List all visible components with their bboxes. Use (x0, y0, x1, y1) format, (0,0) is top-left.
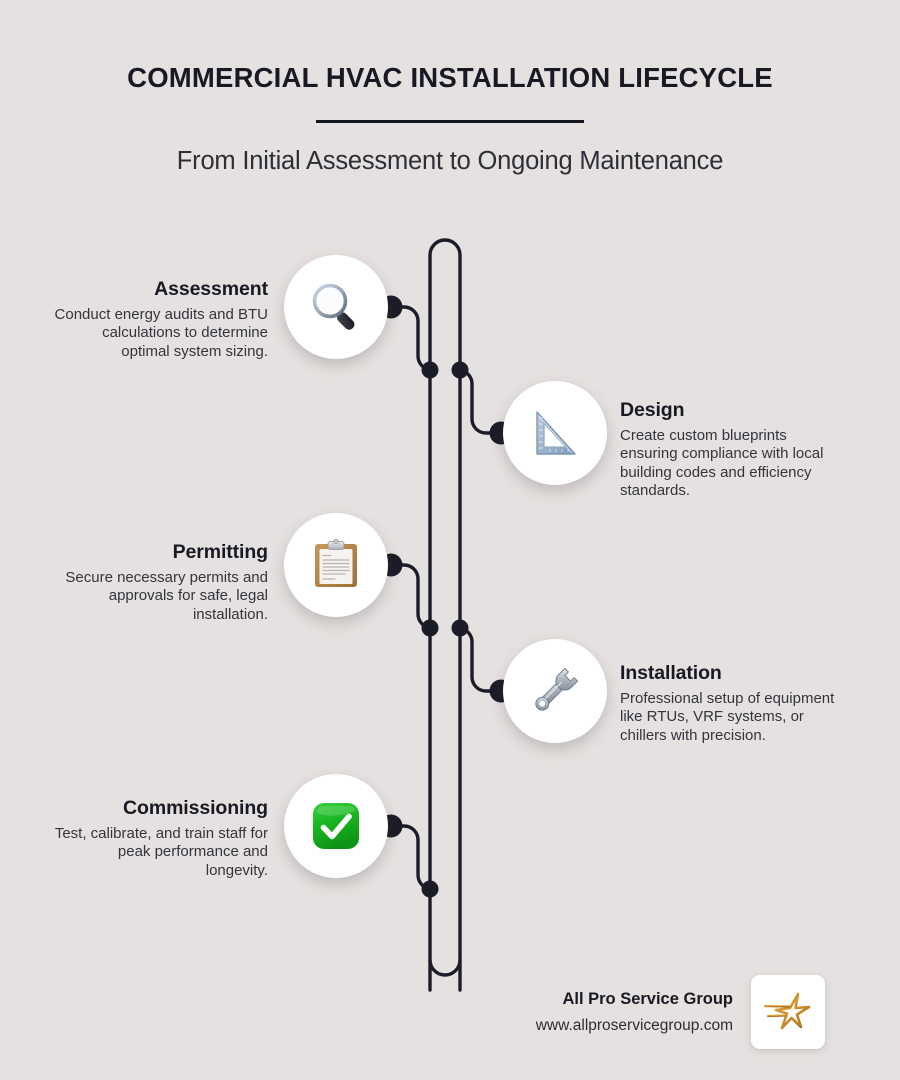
branch-permitting (392, 565, 432, 628)
step-desc-commissioning: Test, calibrate, and train staff for peak performance and longevity. (54, 825, 268, 879)
spine-rail-top-cap (430, 240, 460, 990)
step-text-commissioning (53, 797, 268, 880)
shooting-star-logo (760, 984, 816, 1040)
header (0, 62, 900, 176)
rail-dot-left-1 (422, 362, 439, 379)
brand-logo (751, 975, 825, 1049)
spine-rail-bottom-cap (430, 960, 460, 975)
page-subtitle: From Initial Assessment to Ongoing Maintenance (176, 147, 724, 175)
step-title-design: Design (620, 399, 685, 421)
step-node-installation[interactable] (503, 639, 607, 743)
step-text-assessment (53, 278, 268, 361)
step-text-design (620, 399, 835, 500)
step-desc-permitting: Secure necessary permits and approvals for safe, legal installation. (65, 569, 268, 623)
rail-dot-left-2 (422, 620, 439, 637)
clipboard-icon (309, 538, 363, 592)
step-desc-design: Create custom blueprints ensuring compliance with local building codes and efficiency standards. (620, 427, 824, 499)
rail-dot-left-3 (422, 881, 439, 898)
branch-installation (458, 628, 500, 691)
rail-dot-right-2 (452, 620, 469, 637)
step-desc-installation: Professional setup of equipment like RTUs, VRF systems, or chillers with precision. (620, 690, 835, 744)
step-node-permitting[interactable] (284, 513, 388, 617)
check-mark-button-icon (308, 798, 364, 854)
step-text-permitting (53, 541, 268, 624)
footer-text (536, 990, 733, 1035)
brand-url[interactable]: www.allproservicegroup.com (535, 1016, 733, 1034)
step-desc-assessment: Conduct energy audits and BTU calculations to determine optimal system sizing. (54, 306, 268, 360)
step-title-installation: Installation (620, 662, 722, 684)
step-title-permitting: Permitting (172, 541, 268, 563)
wrench-icon (527, 663, 583, 719)
branch-design (458, 370, 500, 433)
page-title: COMMERCIAL HVAC INSTALLATION LIFECYCLE (127, 62, 773, 93)
step-title-assessment: Assessment (154, 278, 268, 300)
magnifying-glass-icon (307, 278, 365, 336)
title-divider (316, 120, 584, 123)
step-text-installation (620, 662, 835, 745)
step-node-commissioning[interactable] (284, 774, 388, 878)
rail-dot-right-1 (452, 362, 469, 379)
triangular-ruler-icon (526, 404, 584, 462)
brand-name: All Pro Service Group (562, 989, 733, 1008)
step-node-assessment[interactable] (284, 255, 388, 359)
branch-commissioning (392, 826, 432, 889)
step-title-commissioning: Commissioning (123, 797, 268, 819)
step-node-design[interactable] (503, 381, 607, 485)
branch-assessment (392, 307, 432, 370)
footer (470, 975, 825, 1049)
